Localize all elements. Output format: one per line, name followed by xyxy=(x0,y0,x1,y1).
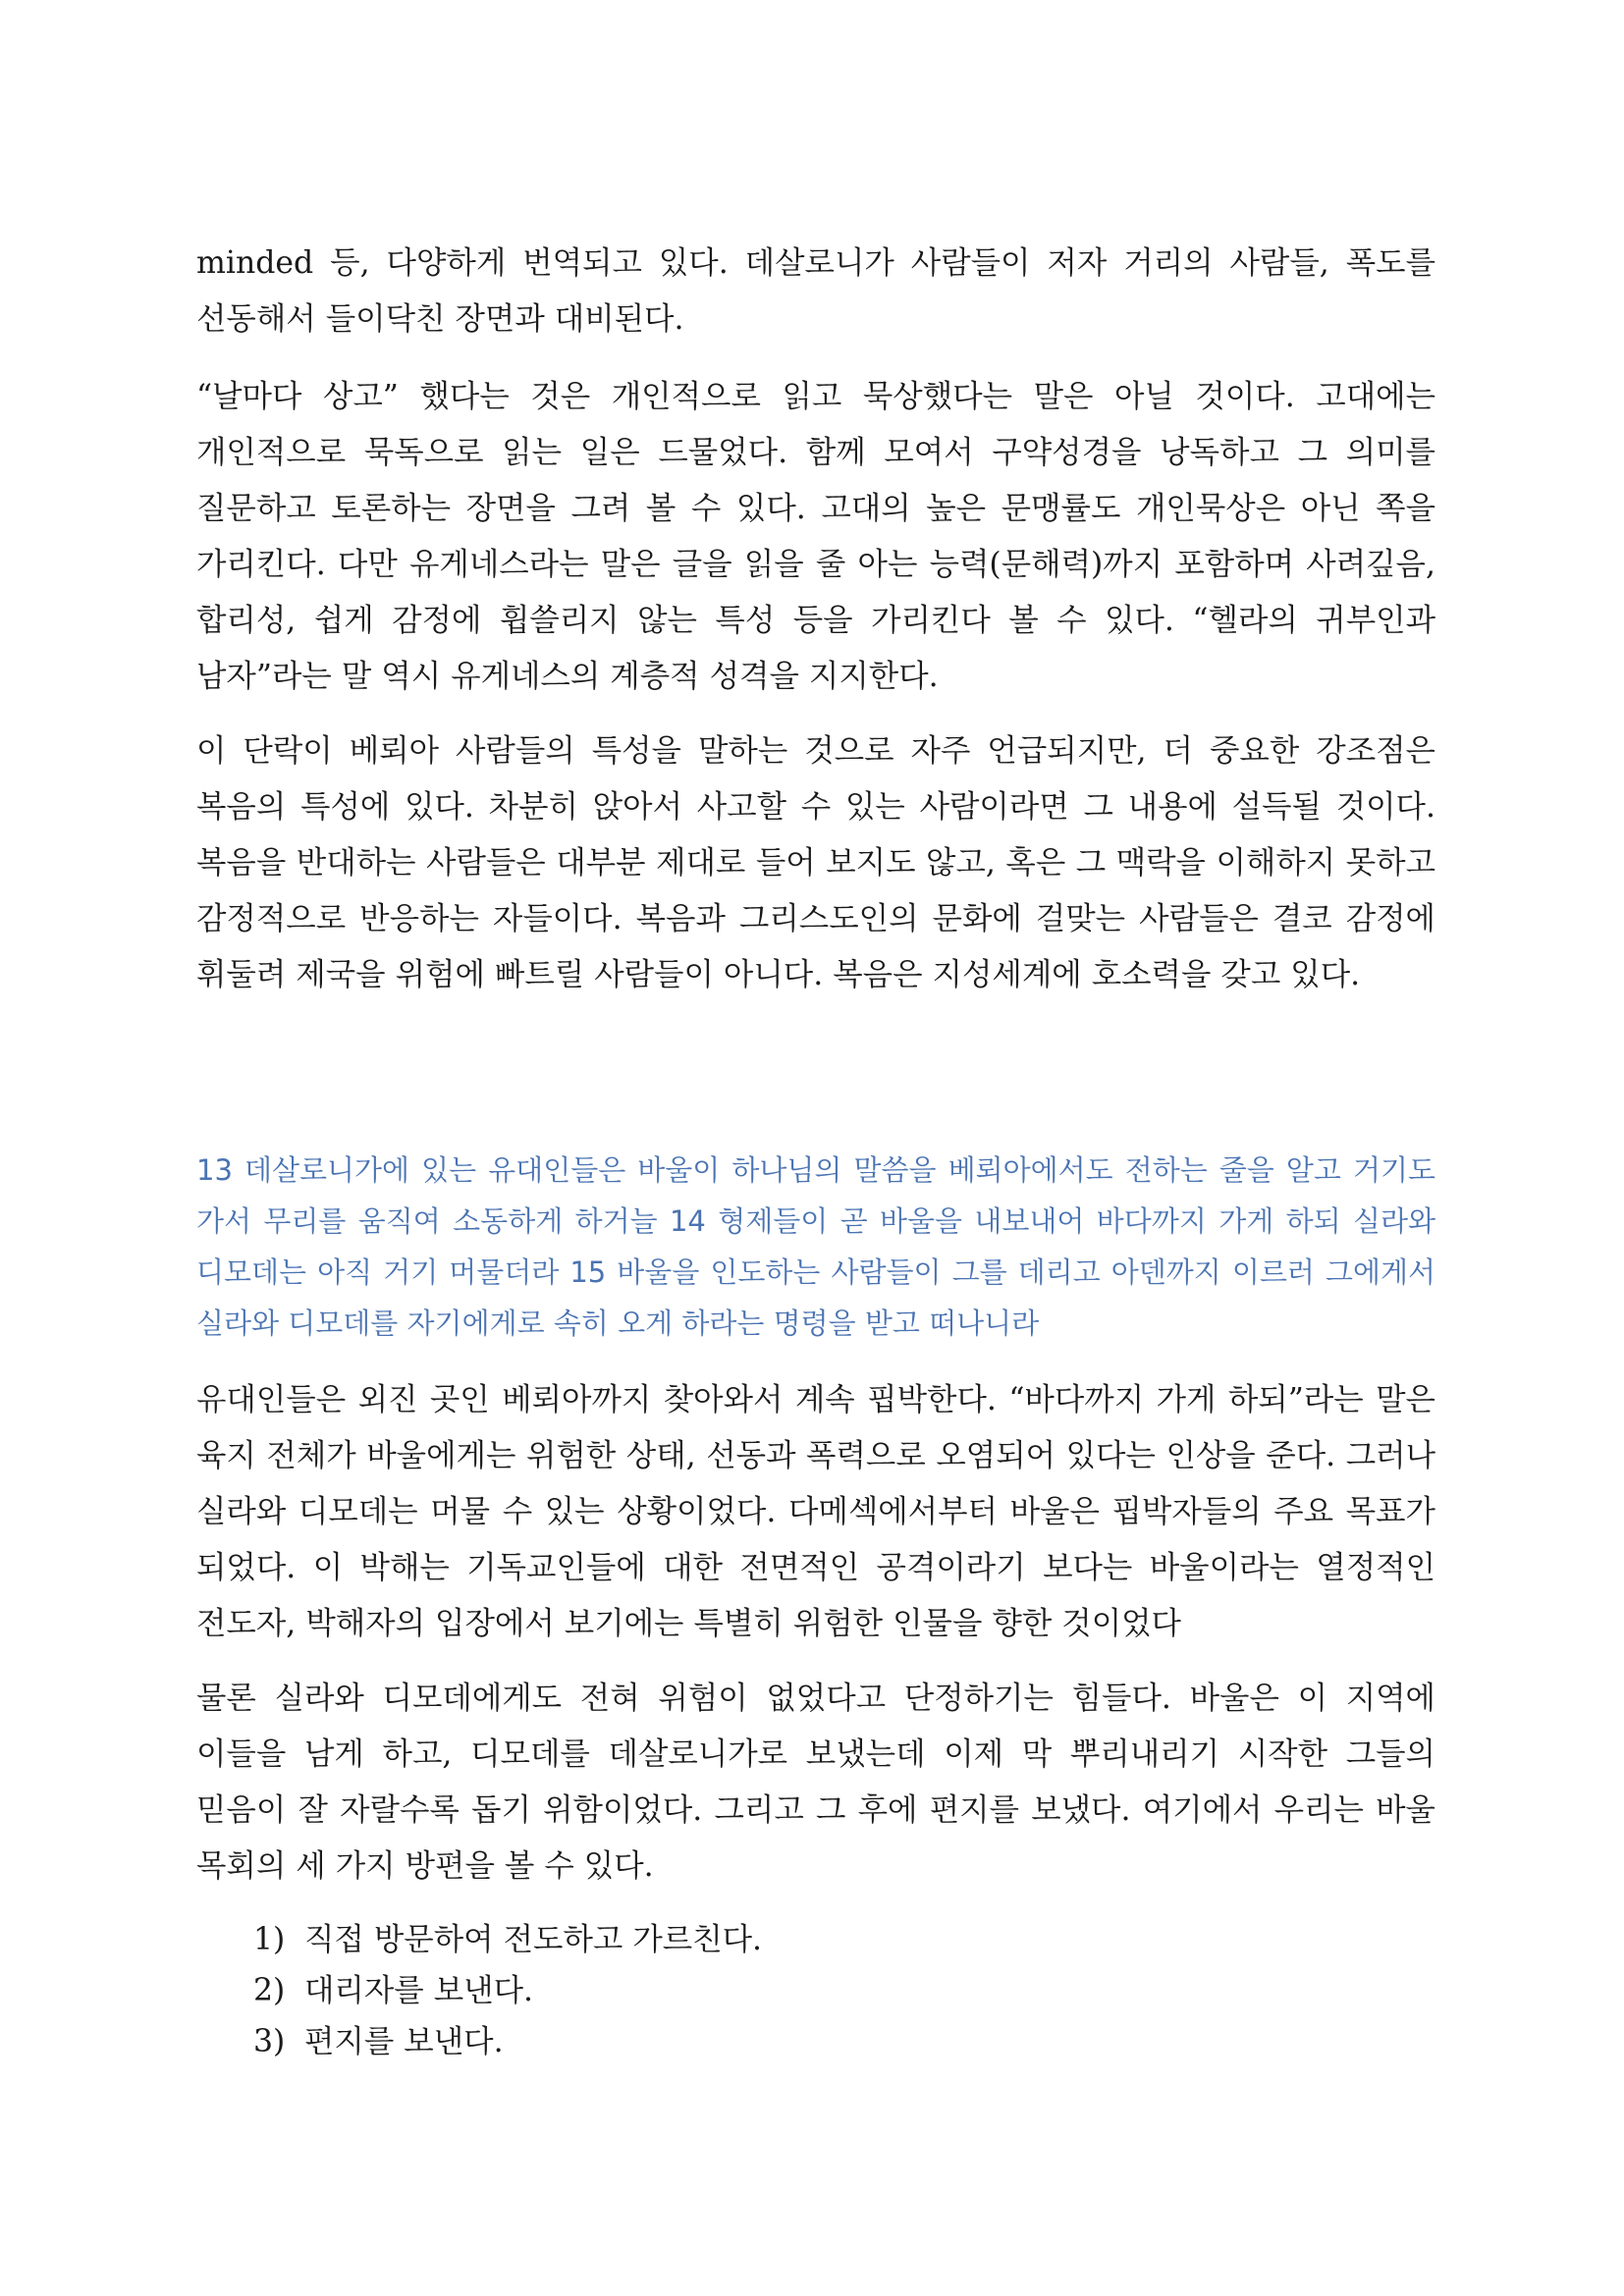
list-item xyxy=(253,1965,1333,2016)
list-item xyxy=(253,1914,1333,1965)
ministry-methods-list xyxy=(253,1914,1333,2067)
list-item-text: 편지를 보낸다. xyxy=(304,2024,504,2059)
list-item-number: 3) xyxy=(253,2024,286,2059)
list-item-text: 직접 방문하여 전도하고 가르친다. xyxy=(304,1922,763,1957)
list-item-number: 1) xyxy=(253,1922,286,1957)
scripture-quote: 13 데살로니가에 있는 유대인들은 바울이 하나님의 말씀을 베뢰아에서도 전하는 줄을 알고 거기도 가서 무리를 움직여 소동하게 하거늘 14 형제들이 곧 바울을 내보내어 바다까지 가게 하되 실라와 디모데는 아직 거기 머물더라 15 바울을 인도하는 사람들이 그를 데리고 아덴까지 이르러 그에게서 실라와 디모데를 자기에게로 속히 오게 하라는 명령을 받고 떠나니라 xyxy=(196,1153,1435,1340)
paragraph-4: 유대인들은 외진 곳인 베뢰아까지 찾아와서 계속 핍박한다. “바다까지 가게 하되”라는 말은 육지 전체가 바울에게는 위험한 상태, 선동과 폭력으로 오염되어 있다는 인상을 준다. 그러나 실라와 디모데는 머물 수 있는 상황이었다. 다메섹에서부터 바울은 핍박자들의 주요 목표가 되었다. 이 박해는 기독교인들에 대한 전면적인 공격이라기 보다는 바울이라는 열정적인 전도자, 박해자의 입장에서 보기에는 특별히 위험한 인물을 향한 것이었다 xyxy=(196,1382,1435,1641)
paragraph-5: 물론 실라와 디모데에게도 전혀 위험이 없었다고 단정하기는 힘들다. 바울은 이 지역에 이들을 남게 하고, 디모데를 데살로니가로 보냈는데 이제 막 뿌리내리기 시작한 그들의 믿음이 잘 자랄수록 돕기 위함이었다. 그리고 그 후에 편지를 보냈다. 여기에서 우리는 바울 목회의 세 가지 방편을 볼 수 있다. xyxy=(196,1681,1435,1884)
paragraph-3: 이 단락이 베뢰아 사람들의 특성을 말하는 것으로 자주 언급되지만, 더 중요한 강조점은 복음의 특성에 있다. 차분히 앉아서 사고할 수 있는 사람이라면 그 내용에 설득될 것이다. 복음을 반대하는 사람들은 대부분 제대로 들어 보지도 않고, 혹은 그 맥락을 이해하지 못하고 감정적으로 반응하는 자들이다. 복음과 그리스도인의 문화에 걸맞는 사람들은 결코 감정에 휘둘려 제국을 위험에 빠트릴 사람들이 아니다. 복음은 지성세계에 호소력을 갖고 있다. xyxy=(196,733,1435,992)
list-item-text: 대리자를 보낸다. xyxy=(304,1973,534,2008)
paragraph-1: minded 등, 다양하게 번역되고 있다. 데살로니가 사람들이 저자 거리의 사람들, 폭도를 선동해서 들이닥친 장면과 대비된다. xyxy=(196,245,1435,337)
paragraph-2: “날마다 상고” 했다는 것은 개인적으로 읽고 묵상했다는 말은 아닐 것이다. 고대에는 개인적으로 묵독으로 읽는 일은 드물었다. 함께 모여서 구약성경을 낭독하고 그 의미를 질문하고 토론하는 장면을 그려 볼 수 있다. 고대의 높은 문맹률도 개인묵상은 아닌 쪽을 가리킨다. 다만 유게네스라는 말은 글을 읽을 줄 아는 능력(문해력)까지 포함하며 사려깊음, 합리성, 쉽게 감정에 휩쓸리지 않는 특성 등을 가리킨다 볼 수 있다. “헬라의 귀부인과 남자”라는 말 역시 유게네스의 계층적 성격을 지지한다. xyxy=(196,379,1435,694)
list-item xyxy=(253,2016,1333,2067)
list-item-number: 2) xyxy=(253,1973,286,2008)
